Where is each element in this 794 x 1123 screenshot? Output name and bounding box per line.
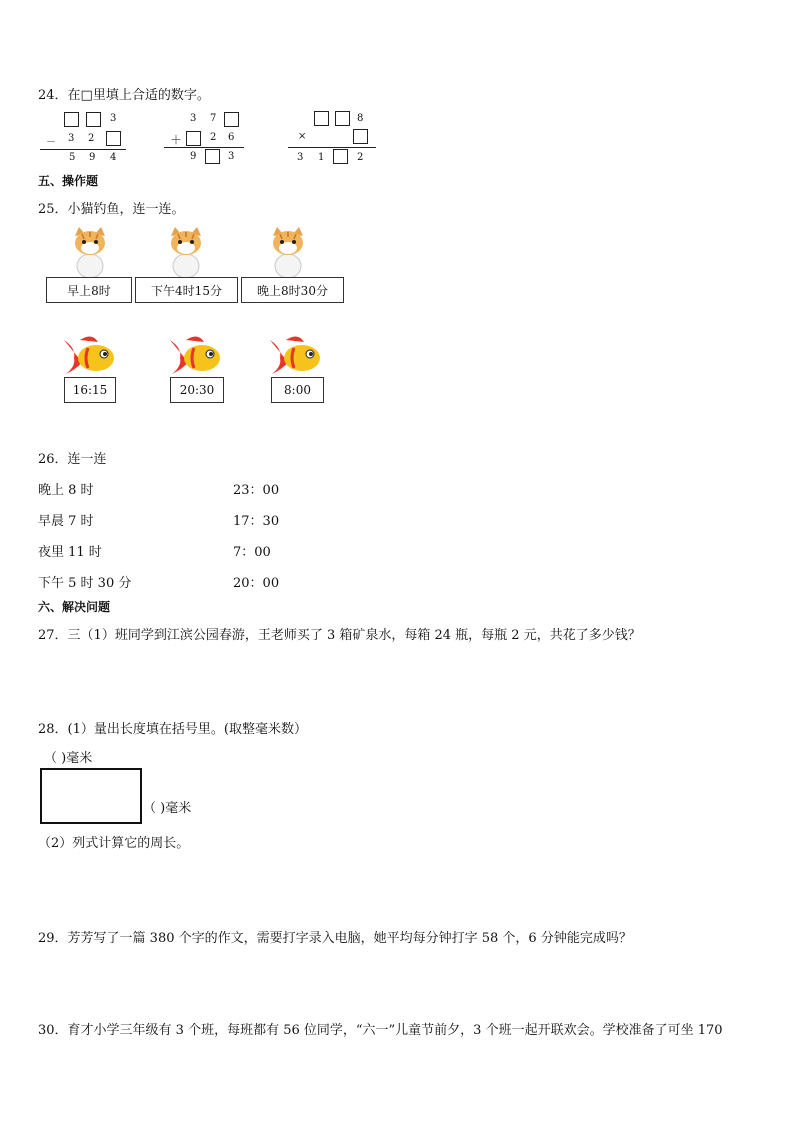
digit: 1 (318, 152, 325, 163)
digit: 2 (88, 133, 95, 144)
q27-text: 27．三（1）班同学到江滨公园春游，王老师买了 3 箱矿泉水，每箱 24 瓶，每瓶 2 元，共花了多少钱？ (38, 628, 641, 643)
match-right-item[interactable]: 23：00 (233, 483, 280, 498)
measure-rectangle (40, 768, 142, 824)
digit: 3 (68, 133, 75, 144)
q30-text: 30．育才小学三年级有 3 个班，每班都有 56 位同学，“六一”儿童节前夕，3 个班一起开联欢会。学校准备了可坐 170 (38, 1023, 723, 1038)
q24-text: 24．在□里填上合适的数字。 (38, 88, 210, 103)
fish-label[interactable]: 20:30 (170, 377, 224, 403)
operator: × (298, 131, 307, 142)
cat-label[interactable]: 早上8时 (46, 277, 132, 303)
match-right-item[interactable]: 17：30 (233, 514, 280, 529)
cat-icon (164, 226, 208, 278)
cat-label[interactable]: 下午4时15分 (135, 277, 238, 303)
match-left-item[interactable]: 下午 5 时 30 分 (38, 576, 132, 591)
q28-text: 28．(1）量出长度填在括号里。(取整毫米数） (38, 722, 307, 737)
blank-box[interactable] (64, 112, 79, 127)
match-left-item[interactable]: 早晨 7 时 (38, 514, 94, 529)
q29-text: 29．芳芳写了一篇 380 个字的作文，需要打字录入电脑，她平均每分钟打字 58 个，6 分钟能完成吗？ (38, 931, 632, 946)
operator: ＋ (170, 133, 183, 147)
cat-label[interactable]: 晚上8时30分 (241, 277, 344, 303)
blank-box[interactable] (314, 111, 329, 126)
digit: 4 (110, 152, 117, 163)
digit: 8 (357, 113, 364, 124)
digit: 3 (110, 113, 117, 124)
digit: 5 (69, 152, 76, 163)
match-right-item[interactable]: 20：00 (233, 576, 280, 591)
blank-box[interactable] (333, 149, 348, 164)
fish-icon (62, 334, 118, 376)
digit: 9 (190, 151, 197, 162)
blank-box[interactable] (86, 112, 101, 127)
blank-box[interactable] (106, 131, 121, 146)
digit: 2 (357, 152, 364, 163)
blank-box[interactable] (186, 131, 201, 146)
fish-label[interactable]: 16:15 (64, 377, 116, 403)
digit: 9 (89, 152, 96, 163)
length-blank-side[interactable]: （ )毫米 (143, 801, 192, 816)
digit: 2 (210, 132, 217, 143)
digit: 7 (210, 113, 217, 124)
blank-box[interactable] (224, 112, 239, 127)
cat-icon (68, 226, 112, 278)
q28-part2: （2）列式计算它的周长。 (38, 836, 190, 851)
digit: 3 (228, 151, 235, 162)
operator: － (46, 137, 56, 148)
sum-line (164, 147, 244, 148)
q25-text: 25．小猫钓鱼，连一连。 (38, 202, 185, 217)
match-left-item[interactable]: 夜里 11 时 (38, 545, 102, 560)
blank-box[interactable] (205, 149, 220, 164)
cat-icon (266, 226, 310, 278)
sum-line (40, 149, 126, 150)
fish-icon (268, 334, 324, 376)
fish-icon (168, 334, 224, 376)
q26-text: 26．连一连 (38, 452, 107, 467)
match-right-item[interactable]: 7：00 (233, 545, 271, 560)
fish-label[interactable]: 8:00 (271, 377, 324, 403)
match-left-item[interactable]: 晚上 8 时 (38, 483, 94, 498)
product-line (288, 147, 376, 148)
length-blank-top[interactable]: （ )毫米 (44, 751, 93, 766)
blank-box[interactable] (335, 111, 350, 126)
section-heading: 五、操作题 (38, 174, 99, 188)
digit: 6 (228, 132, 235, 143)
section-heading: 六、解决问题 (38, 600, 111, 614)
blank-box[interactable] (353, 129, 368, 144)
digit: 3 (297, 152, 304, 163)
digit: 3 (190, 113, 197, 124)
